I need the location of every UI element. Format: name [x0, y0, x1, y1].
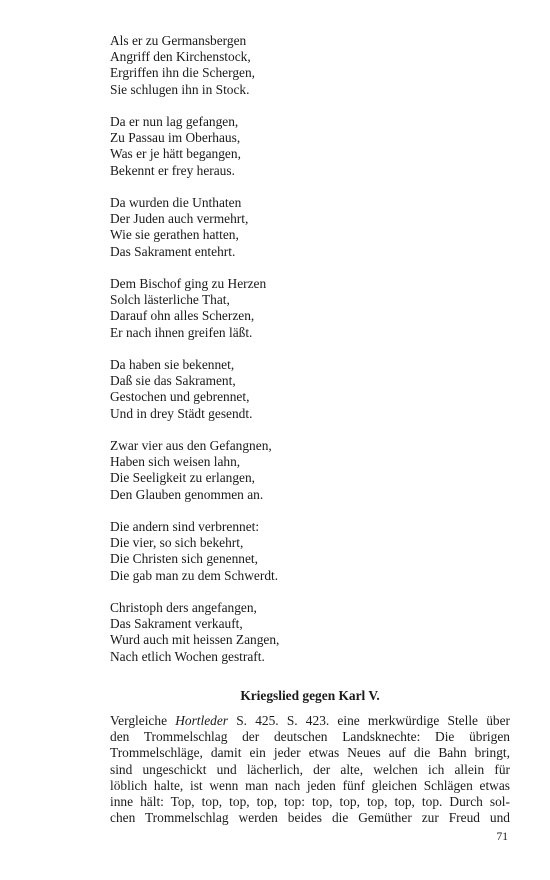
verse-line: Zwar vier aus den Gefangnen,: [110, 438, 272, 453]
stanza: [110, 33, 510, 98]
verse-line: Als er zu Germansbergen: [110, 33, 247, 48]
verse-line: Und in drey Städt gesendt.: [110, 405, 253, 421]
stanza: [110, 357, 510, 422]
prose-line: [110, 713, 510, 729]
verse-line: Wurd auch mit heissen Zangen,: [110, 632, 280, 648]
verse-line: Dem Bischof ging zu Herzen: [110, 276, 267, 291]
verse-line: Angriff den Kirchenstock,: [110, 49, 251, 65]
section-heading: Kriegslied gegen Karl V.: [240, 688, 380, 703]
verse-line: Sie schlugen ihn in Stock.: [110, 81, 250, 97]
verse-line: Solch lästerliche That,: [110, 292, 230, 308]
prose-line: Trommelschläge, damit ein jeder etwas Neues auf die Bahn bringt,: [110, 745, 510, 761]
prose-line: sind ungeschickt und lächerlich, der alte, welchen ich allein für: [110, 761, 510, 777]
verse-line: Die Christen sich genennet,: [110, 551, 259, 567]
verse-line: Die gab man zu dem Schwerdt.: [110, 567, 279, 583]
prose-italic-name: Hortleder: [175, 713, 229, 728]
verse-line: Da er nun lag gefangen,: [110, 114, 239, 129]
prose-paragraph: [110, 713, 510, 826]
prose-line: den Trommelschlag der deutschen Landsknechte: Die übrigen: [110, 729, 510, 745]
verse-line: Er nach ihnen greifen läßt.: [110, 324, 253, 340]
verse-line: Daß sie das Sakrament,: [110, 373, 236, 389]
prose-line: löblich halte, ist wenn man nach jeden fünf gleichen Schlägen etwas: [110, 777, 510, 793]
prose-line-text: S. 425. S. 423. eine merkwürdige Stelle über: [228, 713, 510, 728]
verse-line: Nach etlich Wochen gestraft.: [110, 648, 265, 664]
verse-line: Da wurden die Unthaten: [110, 195, 242, 210]
stanza: [110, 195, 510, 260]
verse-line: Der Juden auch vermehrt,: [110, 211, 249, 227]
verse-line: Das Sakrament verkauft,: [110, 616, 243, 632]
stanza: [110, 600, 510, 665]
poem: [110, 33, 510, 681]
verse-line: Was er je hätt begangen,: [110, 146, 241, 162]
verse-line: Christoph ders angefangen,: [110, 600, 257, 615]
verse-line: Den Glauben genommen an.: [110, 486, 264, 502]
verse-line: Die andern sind verbrennet:: [110, 519, 260, 534]
verse-line: Darauf ohn alles Scherzen,: [110, 308, 255, 324]
verse-line: Da haben sie bekennet,: [110, 357, 235, 372]
verse-line: Wie sie gerathen hatten,: [110, 227, 239, 243]
verse-line: Die Seeligkeit zu erlangen,: [110, 470, 256, 486]
verse-line: Das Sakrament entehrt.: [110, 243, 236, 259]
stanza: [110, 519, 510, 584]
stanza: [110, 114, 510, 179]
verse-line: Zu Passau im Oberhaus,: [110, 130, 241, 146]
prose-line: inne hält: Top, top, top, top, top: top, top, top, top, top. Durch sol-: [110, 794, 510, 810]
stanza: [110, 276, 510, 341]
verse-line: Haben sich weisen lahn,: [110, 454, 241, 470]
verse-line: Die vier, so sich bekehrt,: [110, 535, 244, 551]
stanza: [110, 438, 510, 503]
prose-lead: Vergleiche: [110, 713, 176, 728]
prose-line: chen Trommelschlag werden beides die Gemüther zur Freud und: [110, 810, 510, 826]
page-number: 71: [496, 831, 508, 843]
verse-line: Bekennt er frey heraus.: [110, 162, 235, 178]
verse-line: Ergriffen ihn die Schergen,: [110, 65, 256, 81]
verse-line: Gestochen und gebrennet,: [110, 389, 250, 405]
